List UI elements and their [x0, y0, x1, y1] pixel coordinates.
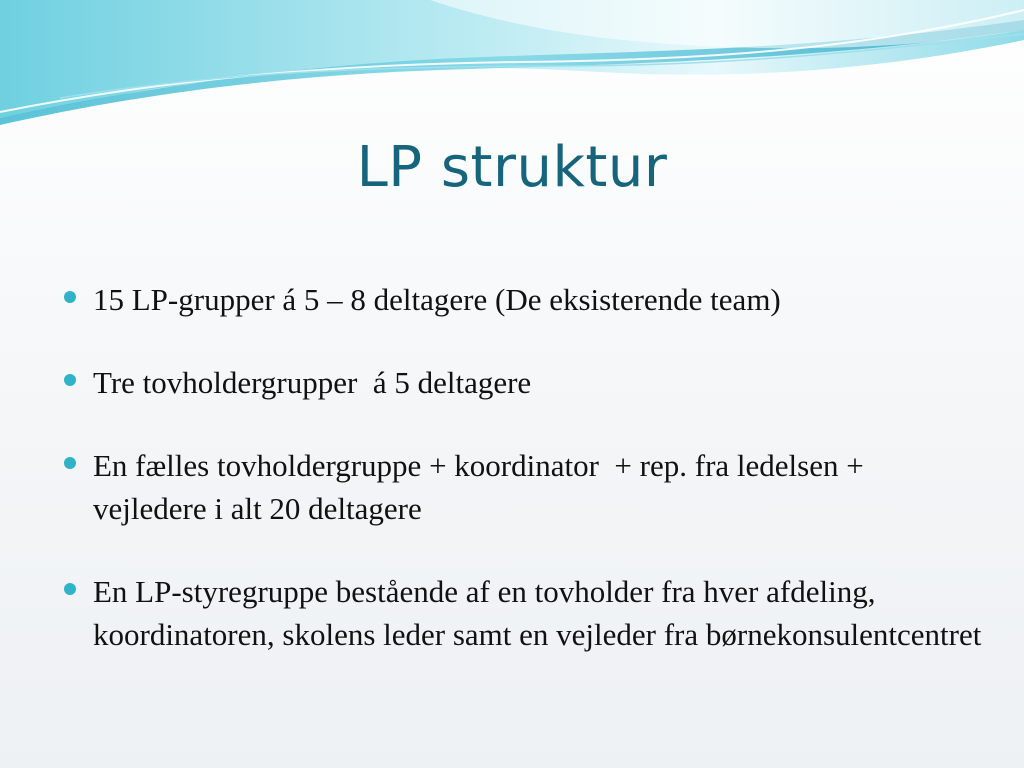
list-item: [64, 444, 984, 530]
slide-title: LP struktur: [356, 135, 668, 200]
bullet-dot-icon: [64, 583, 76, 595]
list-item: [64, 570, 984, 656]
list-item: [64, 278, 984, 321]
bullet-text: Tre tovholdergrupper á 5 deltagere: [93, 365, 532, 400]
bullet-text: En fælles tovholdergruppe + koordinator + rep. fra ledelsen + vejledere i alt 20 deltagere: [93, 448, 872, 526]
bullet-text: En LP-styregruppe bestående af en tovholder fra hver afdeling, koordinatoren, skolens leder samt en vejleder fra børnekonsulentcentret: [93, 574, 982, 652]
bullet-dot-icon: [64, 291, 76, 303]
bullet-text: 15 LP-grupper á 5 – 8 deltagere (De eksisterende team): [93, 282, 781, 317]
bullet-list: [64, 278, 984, 656]
wave-decoration: [0, 0, 1024, 130]
bullet-dot-icon: [64, 374, 76, 386]
list-item: [64, 361, 984, 404]
bullet-dot-icon: [64, 457, 76, 469]
